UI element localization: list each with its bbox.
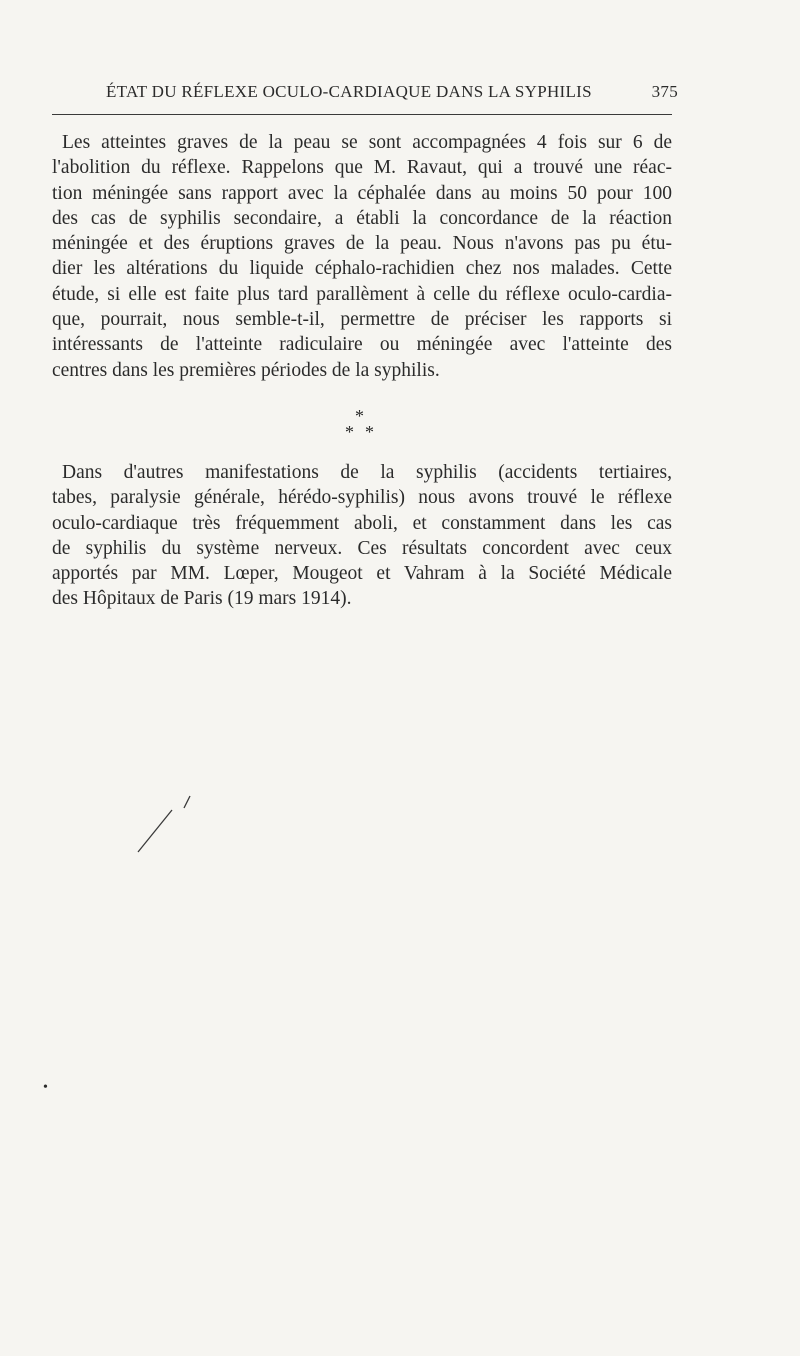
paragraph-line: Les atteintes graves de la peau se sont accompagnées 4 fois sur 6 de bbox=[62, 132, 672, 153]
header-rule bbox=[52, 114, 672, 115]
paragraph-1 bbox=[52, 130, 672, 383]
paragraph-line: que, pourrait, nous semble-t-il, permettre de préciser les rapports si bbox=[52, 309, 672, 331]
asterisk: * bbox=[355, 406, 364, 426]
paragraph-line: des cas de syphilis secondaire, a établi la concordance de la réaction bbox=[52, 207, 672, 229]
paragraph-line: l'abolition du réflexe. Rappelons que M. Ravaut, qui a trouvé une réac- bbox=[52, 157, 672, 179]
paragraph-line: centres dans les premières périodes de la syphilis. bbox=[52, 359, 440, 381]
paragraph-line: dier les altérations du liquide céphalo-rachidien chez nos malades. Cette bbox=[52, 258, 672, 280]
paragraph-line: de syphilis du système nerveux. Ces résultats concordent avec ceux bbox=[52, 537, 672, 559]
page-number: 375 bbox=[651, 82, 678, 101]
asterism-separator bbox=[340, 405, 380, 445]
asterisk: * bbox=[345, 422, 354, 442]
pencil-slash-mark bbox=[130, 780, 210, 860]
ink-speck: • bbox=[43, 1080, 48, 1095]
paragraph-line: intéressants de l'atteinte radiculaire ou méningée avec l'atteinte des bbox=[52, 334, 672, 356]
paragraph-line: tion méningée sans rapport avec la céphalée dans au moins 50 pour 100 bbox=[52, 182, 672, 204]
paragraph-line: apportés par MM. Lœper, Mougeot et Vahram à la Société Médicale bbox=[52, 563, 672, 585]
paragraph-line: Dans d'autres manifestations de la syphilis (accidents tertiaires, bbox=[62, 462, 672, 483]
running-head-title: ÉTAT DU RÉFLEXE OCULO-CARDIAQUE DANS LA SYPHILIS bbox=[106, 82, 592, 101]
paragraph-line: étude, si elle est faite plus tard parallèment à celle du réflexe oculo-cardia- bbox=[52, 283, 672, 305]
paragraph-2 bbox=[52, 460, 672, 612]
paragraph-line: tabes, paralysie générale, hérédo-syphilis) nous avons trouvé le réflexe bbox=[52, 487, 672, 509]
paragraph-line: méningée et des éruptions graves de la peau. Nous n'avons pas pu étu- bbox=[52, 233, 672, 255]
asterisk: * bbox=[365, 422, 374, 442]
paragraph-line: oculo-cardiaque très fréquemment aboli, et constamment dans les cas bbox=[52, 512, 672, 534]
paragraph-line: des Hôpitaux de Paris (19 mars 1914). bbox=[52, 588, 352, 610]
